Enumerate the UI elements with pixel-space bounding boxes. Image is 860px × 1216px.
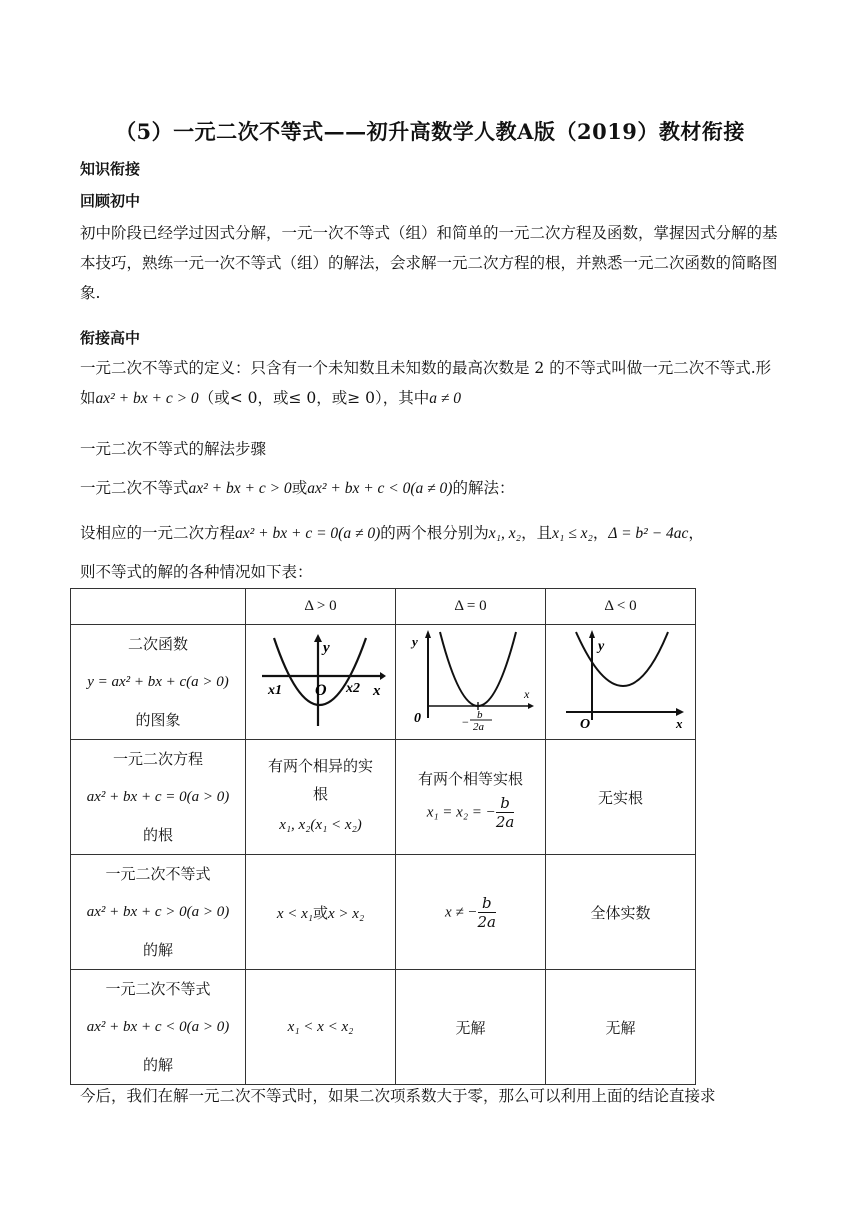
equal-roots-text: 有两个相等实根 — [417, 769, 523, 788]
fraction-denominator: 2a — [477, 912, 496, 931]
closing-paragraph: 今后，我们在解一元二次不等式时，如果二次项系数大于零，那么可以利用上面的结论直接求 — [80, 1087, 716, 1105]
setup-order: x₁ ≤ x₂ — [552, 525, 593, 542]
graph-label-y: y — [411, 634, 418, 649]
row-label-line3: 的解 — [142, 941, 173, 959]
setup-line — [80, 518, 782, 549]
roots-cell-delta-zero — [396, 740, 546, 855]
heading-knowledge: 知识衔接 — [80, 160, 141, 178]
row-label-line2: ax² + bx + c > 0(a > 0) — [86, 904, 230, 920]
method-line — [80, 473, 782, 504]
gt-solution-left: x < x₁ — [276, 905, 313, 922]
parabola-no-root-graph — [556, 628, 686, 732]
method-or: 或 — [291, 479, 308, 497]
setup-text-a: 设相应的一元二次方程 — [80, 524, 236, 542]
setup-delta: Δ = b² − 4ac — [608, 525, 689, 542]
fraction-b-over-2a — [478, 894, 497, 931]
setup-text-d: ， — [592, 524, 609, 542]
row-label-line3: 的解 — [142, 1056, 173, 1074]
header-delta-positive: Δ > 0 — [246, 589, 396, 625]
row-label-line1: 一元二次不等式 — [105, 865, 211, 883]
definition-paren: （或< 0，或≤ 0，或≥ 0），其中 — [198, 389, 430, 407]
graph-label-x2: x2 — [345, 681, 360, 696]
parabola-one-root-graph — [406, 628, 536, 732]
roots-cell-delta-positive — [246, 740, 396, 855]
roots-text-line1: 有两个相异的实 — [267, 757, 373, 775]
graph-label-vertex-num: b — [476, 709, 482, 721]
table-row-roots — [71, 740, 696, 855]
roots-text-line2: 根 — [312, 785, 328, 803]
table-header-row — [71, 589, 696, 625]
graph-label-minus: − — [461, 715, 469, 729]
parabola-two-roots-graph — [256, 632, 386, 728]
definition-text: 一元二次不等式的定义：只含有一个未知数且未知数的最高次数是 2 的不等式叫做一元二次不等式.形如 — [80, 359, 772, 407]
fraction-b-over-2a — [496, 794, 515, 831]
graph-label-y: y — [597, 639, 604, 654]
gt-solution-right: x > x₂ — [328, 905, 365, 922]
graph-cell-delta-positive — [246, 625, 396, 740]
row-label-graph — [71, 625, 246, 740]
row-label-line1: 一元二次方程 — [112, 750, 203, 768]
solution-table — [70, 588, 696, 1085]
graph-label-y: y — [322, 640, 330, 656]
row-label-gt — [71, 855, 246, 970]
gt-cell-delta-positive — [246, 855, 396, 970]
graph-label-x: x — [372, 683, 380, 699]
graph-cell-delta-zero — [396, 625, 546, 740]
lt-cell-delta-zero: 无解 — [396, 970, 546, 1085]
table-row-gt — [71, 855, 696, 970]
row-label-line3: 的图象 — [135, 711, 181, 729]
gt-solution-or: 或 — [312, 903, 328, 922]
setup-equation: ax² + bx + c = 0(a ≠ 0) — [235, 525, 381, 542]
fraction-numerator: b — [496, 794, 515, 813]
row-label-roots — [71, 740, 246, 855]
lt-cell-delta-positive: x₁ < x < x₂ — [246, 970, 396, 1085]
row-label-line2: y = ax² + bx + c(a > 0) — [87, 674, 229, 690]
row-label-line1: 一元二次不等式 — [105, 980, 211, 998]
setup-text-b: 的两个根分别为 — [380, 524, 489, 542]
setup-roots: x₁, x₂ — [488, 525, 522, 542]
roots-cell-delta-negative: 无实根 — [546, 740, 696, 855]
method-formula-2: ax² + bx + c < 0(a ≠ 0) — [307, 480, 453, 497]
method-formula-1: ax² + bx + c > 0 — [188, 480, 292, 497]
review-paragraph: 初中阶段已经学过因式分解，一元一次不等式（组）和简单的一元二次方程及函数，掌握因式分解的基本技巧，熟练一元一次不等式（组）的解法，会求解一元二次方程的根，并熟悉一元二次函数的简略图象. — [80, 224, 778, 302]
graph-label-vertex-den: 2a — [472, 721, 484, 732]
header-cell-empty — [71, 589, 246, 625]
graph-label-origin: O — [579, 717, 590, 732]
gt-cell-delta-negative: 全体实数 — [546, 855, 696, 970]
method-text-b: 的解法： — [452, 479, 515, 497]
definition-condition: a ≠ 0 — [429, 390, 462, 407]
steps-title: 一元二次不等式的解法步骤 — [80, 440, 267, 458]
setup-text-c: ，且 — [521, 524, 553, 542]
graph-label-x: x — [675, 716, 682, 731]
graph-label-x: x — [523, 687, 529, 701]
row-label-lt — [71, 970, 246, 1085]
header-delta-negative: Δ < 0 — [546, 589, 696, 625]
gt-solution-neq: x ≠ − — [444, 904, 478, 920]
table-row-lt — [71, 970, 696, 1085]
roots-formula: x₁, x₂(x₁ < x₂) — [279, 817, 362, 833]
graph-label-x1: x1 — [267, 683, 282, 698]
fraction-numerator: b — [478, 894, 497, 913]
row-label-line2: ax² + bx + c < 0(a > 0) — [86, 1019, 230, 1035]
fraction-denominator: 2a — [495, 812, 515, 831]
row-label-line1: 二次函数 — [127, 635, 188, 653]
definition-formula: ax² + bx + c > 0 — [95, 390, 199, 407]
page-title: （5）一元二次不等式——初升高数学人教A版（2019）教材衔接 — [115, 119, 745, 144]
setup-text-e: ， — [688, 524, 704, 542]
lt-cell-delta-negative: 无解 — [546, 970, 696, 1085]
graph-label-zero: 0 — [413, 711, 421, 726]
header-delta-zero: Δ = 0 — [396, 589, 546, 625]
equal-roots-formula: x₁ = x₂ = − — [426, 804, 496, 820]
method-text-a: 一元二次不等式 — [80, 479, 189, 497]
heading-review: 回顾初中 — [80, 192, 141, 210]
table-row-graph — [71, 625, 696, 740]
row-label-line3: 的根 — [142, 826, 173, 844]
table-intro: 则不等式的解的各种情况如下表： — [80, 563, 313, 581]
heading-bridge: 衔接高中 — [80, 329, 141, 347]
definition-paragraph — [80, 353, 782, 414]
graph-cell-delta-negative — [546, 625, 696, 740]
gt-cell-delta-zero — [396, 855, 546, 970]
row-label-line2: ax² + bx + c = 0(a > 0) — [86, 789, 230, 805]
graph-label-origin: O — [314, 682, 327, 699]
